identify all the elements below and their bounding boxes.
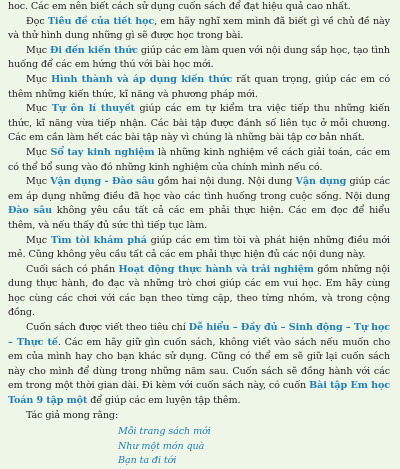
highlight-term: Tìm tòi khám phá [50,234,147,246]
paragraph-10 [8,409,390,424]
highlight-term: Bài tập Em học Toán 9 tập một [8,380,390,407]
body-text: hoc. Các em nên biết cách sử dụng cuốn sách để đạt hiệu quả cao nhất. [8,1,351,12]
body-text: Mục [26,176,51,188]
paragraph-2 [8,44,390,73]
body-text: Mục [26,44,51,56]
paragraph-1 [8,15,390,44]
body-text: Mục [26,73,52,85]
highlight-term: Vận dụng - Đào sâu [50,176,155,188]
body-text: không yêu cầu tất cả các em phải thực hiện. Các em đọc để hiểu thêm, và nếu thấy đủ sức thì tiếp tục làm. [8,205,390,231]
highlight-term: Tiêu đề của tiết học [47,15,155,27]
body-text: để giúp các em luyện tập thêm. [87,395,241,407]
highlight-term: Đi đến kiến thức [50,44,138,56]
highlight-term: Dễ hiểu – Đầy đủ – Sinh động – Tự học – Thực tế [8,322,390,348]
body-text: Cuốn sách được viết theo tiêu chí [26,322,189,334]
body-text: , em hãy nghĩ xem mình đã biết gì về chủ đề này và thử hình dung những gì sẽ được học trong bài. [8,15,390,42]
body-text: Cuối sách có phần [26,263,119,275]
highlight-term: Đào sâu [8,205,53,217]
body-text: Mục [26,103,52,115]
body-text: rất quan trọng, giúp các em có thêm những kiến thức, kĩ năng và phương pháp mới. [8,73,390,100]
body-text: gồm hai nội dung. Nội dung [154,176,296,188]
body-text: Mục [26,234,51,246]
paragraph-8 [8,263,390,321]
paragraph-9 [8,321,390,409]
poem-line-1: Mỗi trang sách mới [118,426,211,438]
body-text: Tác giả mong rằng: [26,409,119,421]
body-text: giúp các em làm quen với nội dung sắp học, tạo tình huống để các em hứng thú với bài học mới. [8,44,390,71]
body-text: giúp các em tìm tòi và phát hiện những điều mới mẻ. Cũng không yêu cầu tất cả các em phải thực hiện đủ các nội dung này. [8,234,390,261]
body-text: giúp các em tự kiểm tra việc tiếp thu những kiến thức, kĩ năng vừa tiếp nhận. Các bài tập được đánh số liên tục ở mỗi chương. Các em cần làm hết các bài tập này vì chúng là những bài tập cơ bản nhất. [8,103,391,144]
highlight-term: Hình thành và áp dụng kiến thức [51,73,233,85]
body-text: Đọc [26,15,48,27]
body-text: . Các em hãy giữ gìn cuốn sách, không viết vào sách nếu muốn cho em của mình hay cho bạn khác sử dụng. Cũng có thể em sẽ giữ lại cuốn sách này cho mình để dùng trong những năm sau. Cuốn sách sẽ đồng hành với các em trong một thời gian dài. Đi kèm với cuốn sách này, có cuốn [8,336,390,392]
paragraph-4 [8,102,390,146]
body-text: gồm những nội dung thực hành, đo đạc và những trò chơi giúp các em vui học. Em hãy cùng học cùng các chơi với các bạn theo từng cặp, theo từng nhóm, và trong cộng đồng. [8,263,390,319]
poem-line-3: Bạn ta đi tới [118,455,177,467]
body-text: Mục [26,146,51,158]
highlight-term: Tự ôn lí thuyết [51,103,135,115]
paragraph-7 [8,234,390,263]
paragraph-5 [8,146,390,175]
highlight-term: Hoạt động thực hành và trải nghiệm [118,263,314,275]
body-text: là những kinh nghiệm về cách giải toán, các em có thể bổ sung vào đó những kinh nghiệm của chính mình nếu có. [8,146,390,173]
paragraph-0 [8,0,390,15]
poem-line-2: Như một món quà [118,440,205,452]
highlight-term: Sổ tay kinh nghiệm [50,146,155,158]
highlight-term: Vận dụng [295,176,347,188]
paragraph-3 [8,73,390,102]
body-text: giúp các em áp dụng những điều đã học vào các tình huống trong cuộc sống. Nội dung [8,176,391,202]
intro-text [8,0,390,423]
paragraph-6 [8,175,390,233]
poem [8,425,390,469]
